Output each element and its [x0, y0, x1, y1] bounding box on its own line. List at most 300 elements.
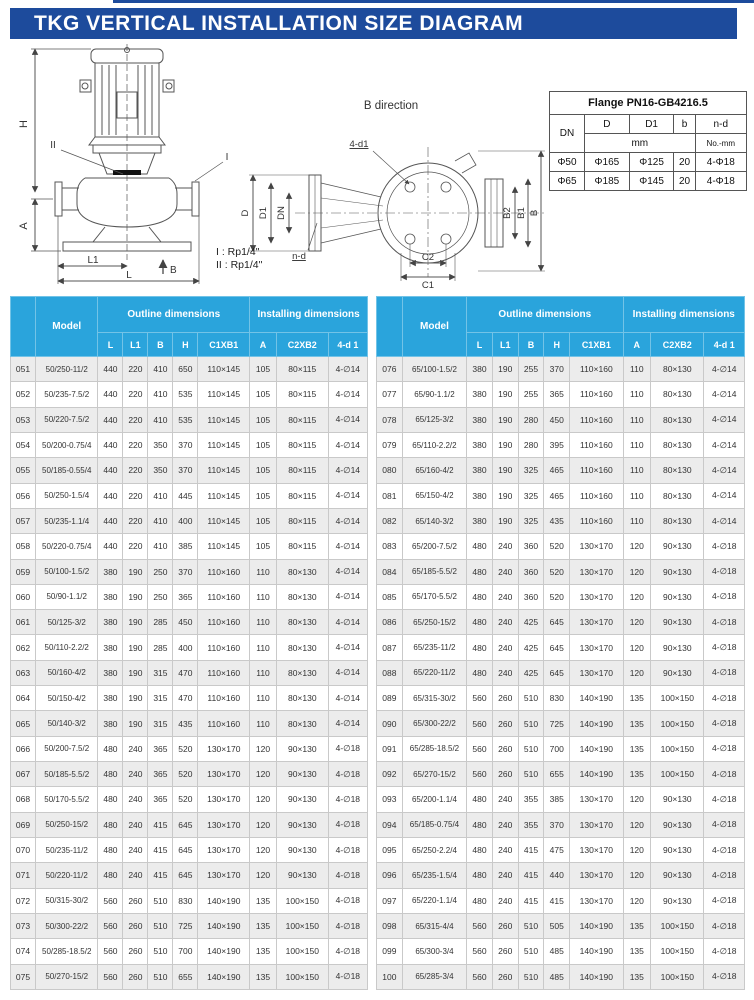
table-row: [550, 153, 747, 172]
table-cell: 067: [11, 762, 36, 787]
table-cell: 50/235-1.1/4: [35, 508, 97, 533]
table-cell: 90×130: [276, 787, 328, 812]
table-row: [550, 172, 747, 191]
table-row: [377, 837, 745, 862]
table-cell: 355: [518, 787, 544, 812]
table-cell: 4-∅18: [704, 888, 745, 913]
table-cell: 510: [518, 964, 544, 990]
table-cell: 099: [377, 939, 403, 964]
table-cell: 260: [123, 888, 148, 913]
table-cell: 560: [98, 913, 123, 938]
table-cell: 190: [123, 660, 148, 685]
table-cell: 110×145: [198, 407, 250, 432]
table-cell: 077: [377, 382, 403, 407]
flange-col-d: D: [585, 115, 630, 134]
table-cell: 700: [173, 939, 198, 964]
table-cell: 380: [467, 432, 493, 457]
table-cell: 510: [148, 939, 173, 964]
col-header-c1xb1: C1XB1: [570, 333, 623, 357]
table-cell: 055: [11, 458, 36, 483]
table-cell: 325: [518, 458, 544, 483]
table-cell: 140×190: [198, 913, 250, 938]
port-label-ii: II: [50, 140, 56, 151]
table-cell: 052: [11, 382, 36, 407]
table-cell: 4-∅14: [704, 432, 745, 457]
table-cell: 645: [173, 837, 198, 862]
table-cell: 135: [250, 964, 277, 990]
table-cell: 365: [544, 382, 570, 407]
table-cell: 130×170: [570, 635, 623, 660]
table-cell: 120: [623, 534, 651, 559]
table-cell: 50/250-15/2: [35, 812, 97, 837]
table-cell: 087: [377, 635, 403, 660]
table-cell: 50/220-11/2: [35, 863, 97, 888]
table-cell: 140×190: [570, 762, 623, 787]
table-cell: 560: [467, 964, 493, 990]
table-cell: 425: [518, 635, 544, 660]
table-cell: 480: [467, 812, 493, 837]
table-cell: 440: [98, 508, 123, 533]
table-cell: 098: [377, 913, 403, 938]
table-cell: 65/220-11/2: [402, 660, 466, 685]
table-cell: 110: [250, 584, 277, 609]
table-row: [377, 610, 745, 635]
table-cell: 65/150-4/2: [402, 483, 466, 508]
view-arrow-label-b: B: [170, 265, 177, 276]
table-cell: 057: [11, 508, 36, 533]
table-cell: 510: [518, 939, 544, 964]
table-cell: 440: [98, 432, 123, 457]
table-cell: 130×170: [570, 660, 623, 685]
table-cell: 510: [518, 711, 544, 736]
table-cell: 130×170: [570, 863, 623, 888]
table-cell: 440: [98, 407, 123, 432]
table-cell: 120: [623, 787, 651, 812]
table-cell: 065: [11, 711, 36, 736]
table-cell: 135: [250, 913, 277, 938]
table-cell: 130×170: [198, 762, 250, 787]
table-cell: 520: [544, 584, 570, 609]
table-cell: 80×115: [276, 407, 328, 432]
col-header-c1xb1: C1XB1: [198, 333, 250, 357]
table-row: [11, 458, 368, 483]
table-cell: 380: [467, 407, 493, 432]
table-cell: 130×170: [198, 812, 250, 837]
table-cell: 480: [467, 559, 493, 584]
dimension-table-right: [376, 296, 745, 990]
table-cell: 425: [518, 660, 544, 685]
table-cell: 4-∅18: [704, 762, 745, 787]
table-cell: 260: [492, 762, 518, 787]
table-cell: 110: [250, 660, 277, 685]
table-cell: 560: [98, 888, 123, 913]
table-cell: 50/170-5.5/2: [35, 787, 97, 812]
dim-label-l1: L1: [87, 255, 99, 266]
table-cell: 260: [492, 736, 518, 761]
table-cell: 90×130: [651, 812, 704, 837]
table-cell: 370: [173, 559, 198, 584]
table-cell: 130×170: [198, 736, 250, 761]
table-cell: 088: [377, 660, 403, 685]
table-cell: 135: [623, 736, 651, 761]
note-port-i: I : Rp1/4": [216, 246, 260, 258]
table-cell: 130×170: [570, 837, 623, 862]
table-cell: 4-∅18: [704, 837, 745, 862]
table-cell: 90×130: [276, 837, 328, 862]
table-cell: 65/285-18.5/2: [402, 736, 466, 761]
table-cell: 365: [148, 762, 173, 787]
table-row: [11, 787, 368, 812]
table-cell: 089: [377, 686, 403, 711]
table-row: [11, 812, 368, 837]
table-cell: 415: [518, 888, 544, 913]
table-cell: 110×160: [570, 432, 623, 457]
table-cell: 190: [123, 635, 148, 660]
flange-col-dn: DN: [550, 115, 585, 153]
table-cell: 110×145: [198, 432, 250, 457]
table-cell: 097: [377, 888, 403, 913]
table-cell: Φ165: [585, 153, 630, 172]
flange-table-title: Flange PN16-GB4216.5: [550, 92, 747, 115]
table-cell: 190: [492, 432, 518, 457]
table-cell: 096: [377, 863, 403, 888]
table-cell: 380: [98, 686, 123, 711]
table-cell: 110×145: [198, 357, 250, 382]
table-cell: 50/315-30/2: [35, 888, 97, 913]
table-cell: 480: [467, 863, 493, 888]
table-cell: 520: [173, 762, 198, 787]
table-row: [11, 686, 368, 711]
table-cell: 400: [173, 635, 198, 660]
table-cell: 130×170: [570, 812, 623, 837]
table-cell: 086: [377, 610, 403, 635]
table-cell: 90×130: [651, 559, 704, 584]
table-cell: 240: [492, 863, 518, 888]
table-cell: 4-∅14: [328, 407, 367, 432]
table-cell: 240: [492, 787, 518, 812]
table-cell: 80×130: [276, 584, 328, 609]
table-cell: 240: [492, 888, 518, 913]
table-cell: 90×130: [651, 635, 704, 660]
table-cell: 415: [544, 888, 570, 913]
table-row: [377, 458, 745, 483]
table-cell: 120: [623, 635, 651, 660]
group-header-outline: Outline dimensions: [467, 297, 623, 333]
table-cell: 4-∅14: [328, 635, 367, 660]
table-cell: 80×130: [276, 559, 328, 584]
table-cell: 370: [173, 432, 198, 457]
table-cell: 480: [98, 736, 123, 761]
table-cell: 190: [492, 382, 518, 407]
table-cell: 80×115: [276, 534, 328, 559]
table-cell: 140×190: [570, 913, 623, 938]
table-cell: 4-∅18: [328, 812, 367, 837]
table-cell: 480: [467, 635, 493, 660]
table-row: [11, 837, 368, 862]
table-cell: 315: [148, 711, 173, 736]
table-cell: 80×130: [651, 458, 704, 483]
table-cell: 650: [173, 357, 198, 382]
table-cell: 830: [544, 686, 570, 711]
table-cell: 315: [148, 686, 173, 711]
table-cell: 360: [518, 534, 544, 559]
table-cell: 80×130: [651, 432, 704, 457]
table-cell: 440: [98, 357, 123, 382]
table-cell: 65/185-0.75/4: [402, 812, 466, 837]
table-cell: 190: [492, 508, 518, 533]
table-cell: 078: [377, 407, 403, 432]
table-cell: 110×145: [198, 483, 250, 508]
col-model-header: Model: [402, 297, 466, 357]
table-cell: 50/200-0.75/4: [35, 432, 97, 457]
flange-callout-n-d: n-d: [292, 251, 306, 262]
table-cell: 110: [250, 635, 277, 660]
table-cell: 100×150: [651, 762, 704, 787]
table-cell: Φ185: [585, 172, 630, 191]
table-cell: 80×130: [276, 711, 328, 736]
table-cell: 110: [250, 686, 277, 711]
table-cell: 505: [544, 913, 570, 938]
table-row: [377, 483, 745, 508]
table-cell: 079: [377, 432, 403, 457]
table-row: [11, 432, 368, 457]
table-cell: 725: [173, 913, 198, 938]
table-cell: 190: [492, 458, 518, 483]
table-cell: 380: [467, 458, 493, 483]
table-cell: 110×160: [570, 357, 623, 382]
table-cell: 50/285-18.5/2: [35, 939, 97, 964]
table-cell: 510: [148, 913, 173, 938]
table-cell: 059: [11, 559, 36, 584]
port-thread-notes: [216, 246, 262, 272]
table-cell: 100×150: [651, 939, 704, 964]
table-cell: 260: [492, 964, 518, 990]
table-row: [377, 736, 745, 761]
table-cell: 520: [173, 736, 198, 761]
flange-spec-table: [549, 91, 747, 191]
table-cell: 110×160: [198, 686, 250, 711]
table-cell: 380: [98, 711, 123, 736]
table-cell: 130×170: [570, 534, 623, 559]
table-cell: 190: [123, 559, 148, 584]
table-cell: 480: [467, 787, 493, 812]
table-cell: 80×130: [651, 407, 704, 432]
table-row: [377, 508, 745, 533]
table-cell: Φ65: [550, 172, 585, 191]
table-cell: 80×115: [276, 382, 328, 407]
table-cell: 415: [148, 837, 173, 862]
table-cell: 465: [544, 458, 570, 483]
table-cell: 380: [98, 660, 123, 685]
table-cell: 325: [518, 508, 544, 533]
table-cell: 110×160: [198, 711, 250, 736]
table-cell: 20: [674, 172, 695, 191]
table-row: [377, 863, 745, 888]
table-cell: 450: [173, 610, 198, 635]
table-row: [377, 787, 745, 812]
table-cell: 285: [148, 635, 173, 660]
table-cell: 4-∅14: [704, 483, 745, 508]
table-cell: 400: [173, 508, 198, 533]
table-cell: 440: [544, 863, 570, 888]
table-row: [11, 964, 368, 990]
col-header-b: B: [148, 333, 173, 357]
table-cell: 65/300-3/4: [402, 939, 466, 964]
table-cell: 076: [377, 357, 403, 382]
table-row: [11, 357, 368, 382]
table-row: [377, 559, 745, 584]
table-cell: 80×130: [651, 508, 704, 533]
table-row: [11, 762, 368, 787]
b-direction-title: B direction: [363, 100, 419, 112]
table-cell: 80×130: [276, 610, 328, 635]
table-cell: 440: [98, 483, 123, 508]
table-cell: 65/300-22/2: [402, 711, 466, 736]
table-cell: 50/100-1.5/2: [35, 559, 97, 584]
table-cell: 110: [623, 432, 651, 457]
table-cell: 80×115: [276, 483, 328, 508]
table-cell: 080: [377, 458, 403, 483]
table-cell: 100: [377, 964, 403, 990]
table-cell: 510: [518, 762, 544, 787]
table-cell: 510: [148, 964, 173, 990]
table-cell: 645: [544, 635, 570, 660]
table-cell: 4-∅14: [704, 382, 745, 407]
table-cell: 135: [623, 711, 651, 736]
table-cell: 410: [148, 357, 173, 382]
table-cell: 091: [377, 736, 403, 761]
table-cell: 65/110-2.2/2: [402, 432, 466, 457]
table-cell: 480: [467, 888, 493, 913]
table-cell: 120: [250, 787, 277, 812]
table-row: [377, 584, 745, 609]
table-cell: 65/235-11/2: [402, 635, 466, 660]
table-cell: 120: [250, 863, 277, 888]
table-cell: 655: [173, 964, 198, 990]
col-header-a: A: [623, 333, 651, 357]
dim-label-h: H: [18, 120, 30, 128]
table-cell: 135: [250, 939, 277, 964]
table-cell: 135: [623, 762, 651, 787]
table-cell: 120: [623, 559, 651, 584]
table-cell: 65/235-1.5/4: [402, 863, 466, 888]
table-cell: 255: [518, 382, 544, 407]
table-cell: 4-∅18: [704, 686, 745, 711]
group-header-installing: Installing dimensions: [250, 297, 368, 333]
table-row: [377, 888, 745, 913]
table-cell: 100×150: [651, 711, 704, 736]
table-cell: 325: [518, 483, 544, 508]
table-cell: 4-∅14: [328, 483, 367, 508]
table-cell: 440: [98, 458, 123, 483]
table-cell: 365: [148, 736, 173, 761]
table-cell: 105: [250, 458, 277, 483]
table-cell: 90×130: [651, 837, 704, 862]
table-cell: 110×145: [198, 458, 250, 483]
table-cell: 480: [467, 660, 493, 685]
table-cell: 130×170: [570, 610, 623, 635]
table-cell: 80×130: [651, 382, 704, 407]
table-cell: 50/125-3/2: [35, 610, 97, 635]
table-cell: 560: [467, 913, 493, 938]
table-cell: 190: [123, 610, 148, 635]
flange-col-nd: n-d: [695, 115, 746, 134]
table-row: [377, 812, 745, 837]
col-header-4d1: 4-d 1: [328, 333, 367, 357]
table-cell: 4-∅18: [328, 913, 367, 938]
table-cell: 100×150: [651, 964, 704, 990]
flange-col-d1: D1: [629, 115, 674, 134]
table-cell: 082: [377, 508, 403, 533]
table-cell: 80×115: [276, 508, 328, 533]
table-cell: 4-∅18: [704, 964, 745, 990]
table-row: [377, 432, 745, 457]
table-cell: 093: [377, 787, 403, 812]
table-cell: 4-∅14: [328, 382, 367, 407]
table-cell: 072: [11, 888, 36, 913]
table-cell: 4-∅14: [328, 432, 367, 457]
table-cell: 100×150: [276, 939, 328, 964]
col-model-header: Model: [35, 297, 97, 357]
group-header-outline: Outline dimensions: [98, 297, 250, 333]
table-cell: 520: [173, 787, 198, 812]
table-cell: 4-∅18: [704, 559, 745, 584]
col-header-l1: L1: [123, 333, 148, 357]
table-cell: 80×130: [276, 660, 328, 685]
table-cell: 435: [544, 508, 570, 533]
table-cell: 260: [123, 939, 148, 964]
table-cell: 65/200-7.5/2: [402, 534, 466, 559]
table-cell: 50/250-1.5/4: [35, 483, 97, 508]
table-cell: 105: [250, 407, 277, 432]
table-row: [11, 913, 368, 938]
table-cell: 410: [148, 483, 173, 508]
table-cell: 260: [492, 711, 518, 736]
table-cell: 380: [467, 508, 493, 533]
table-cell: 65/170-5.5/2: [402, 584, 466, 609]
table-cell: 135: [623, 686, 651, 711]
table-cell: 240: [123, 736, 148, 761]
table-cell: 4-∅18: [328, 736, 367, 761]
table-cell: 095: [377, 837, 403, 862]
table-cell: 240: [492, 584, 518, 609]
table-cell: 415: [518, 837, 544, 862]
table-cell: 110×145: [198, 382, 250, 407]
table-cell: 4-∅14: [328, 711, 367, 736]
table-cell: 65/125-3/2: [402, 407, 466, 432]
table-cell: 110: [250, 610, 277, 635]
table-row: [11, 382, 368, 407]
table-row: [377, 711, 745, 736]
table-cell: 440: [98, 382, 123, 407]
table-cell: 350: [148, 432, 173, 457]
dim-label-c2: C2: [421, 252, 435, 263]
table-cell: 350: [148, 458, 173, 483]
table-cell: 365: [173, 584, 198, 609]
table-cell: 50/185-0.55/4: [35, 458, 97, 483]
table-cell: 65/160-4/2: [402, 458, 466, 483]
table-cell: 520: [544, 534, 570, 559]
col-header-l1: L1: [492, 333, 518, 357]
table-cell: 071: [11, 863, 36, 888]
table-cell: 50/250-11/2: [35, 357, 97, 382]
table-cell: 105: [250, 534, 277, 559]
table-cell: 90×130: [651, 534, 704, 559]
col-header-h: H: [544, 333, 570, 357]
table-cell: 4-∅18: [328, 762, 367, 787]
table-cell: 480: [98, 762, 123, 787]
table-cell: 65/100-1.5/2: [402, 357, 466, 382]
